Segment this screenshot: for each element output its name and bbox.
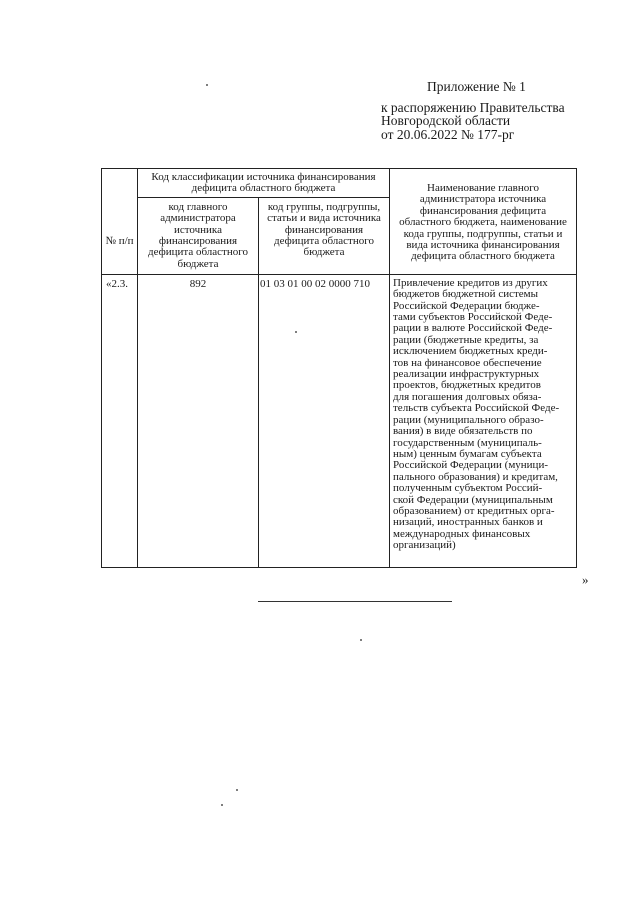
- row-name-line: пального образования) и кредитам,: [393, 470, 558, 483]
- classification-table: [101, 168, 577, 568]
- header-line-date: от 20.06.2022 № 177-рг: [381, 126, 515, 142]
- row-name-line: рации (муниципального образо-: [393, 413, 544, 426]
- row-name-line: вания) в виде обязательств по: [393, 425, 533, 438]
- table-row: [102, 274, 577, 567]
- row-name-line: бюджетов бюджетной системы: [393, 288, 539, 301]
- row-name-line: международных финансовых: [393, 527, 531, 540]
- scan-speck: [221, 804, 223, 806]
- row-name-line: рации в валюте Российской Феде-: [393, 322, 553, 335]
- appendix-title: Приложение № 1: [427, 79, 526, 94]
- header-line-order: к распоряжению Правительства: [381, 99, 565, 115]
- row-name-line: тами субъектов Российской Феде-: [393, 311, 553, 324]
- row-name-line: полученным субъектом Россий-: [393, 482, 543, 495]
- row-name-line: низаций, иностранных банков и: [393, 516, 543, 529]
- row-group-code: 01 03 01 00 02 0000 710: [259, 274, 390, 567]
- row-name-lines: [393, 278, 573, 552]
- header-classification-code: Код классификации источника финансирования дефицита областного бюджета: [138, 169, 390, 198]
- row-name-line: организаций): [393, 539, 456, 552]
- row-name-line: тов на финансовое обеспечение: [393, 356, 542, 369]
- header-group-code: код группы, подгруппы, статьи и вида источника финансирования дефицита областного бюджета: [259, 197, 390, 274]
- scan-speck: [295, 331, 297, 333]
- row-name-line: исключением бюджетных креди-: [393, 345, 548, 358]
- row-name-line: ской Федерации (муниципальным: [393, 493, 553, 506]
- scan-speck: [206, 84, 208, 86]
- row-name-line: Российской Федерации бюдже-: [393, 299, 540, 312]
- row-name-line: образованием) от кредитных орга-: [393, 504, 555, 517]
- appendix-header: [381, 80, 631, 141]
- scan-speck: [360, 639, 362, 641]
- header-number: № п/п: [102, 169, 138, 275]
- row-name-line: ным) ценным бумагам субъекта: [393, 447, 542, 460]
- row-number: «2.3.: [102, 274, 138, 567]
- row-name: [390, 274, 577, 567]
- row-name-line: проектов, бюджетных кредитов: [393, 379, 541, 392]
- row-name-line: Привлечение кредитов из других: [393, 276, 548, 289]
- scan-speck: [236, 789, 238, 791]
- row-name-line: государственным (муниципаль-: [393, 436, 542, 449]
- header-line-region: Новгородской области: [381, 113, 511, 128]
- closing-quote: »: [582, 572, 589, 587]
- row-name-line: реализации инфраструктурных: [393, 368, 540, 381]
- header-admin-code: код главного администратора источника финансирования дефицита областного бюджета: [138, 197, 259, 274]
- bottom-divider: [258, 601, 452, 602]
- row-name-line: Российской Федерации (муници-: [393, 459, 548, 472]
- row-admin-code: 892: [138, 274, 259, 567]
- row-name-line: рации (бюджетные кредиты, за: [393, 333, 539, 346]
- header-name: Наименование главного администратора источника финансирования дефицита областного бюджета, наименование кода группы, подгруппы, статьи и вида источника финансирования дефицита областного бюджета: [390, 169, 577, 275]
- row-name-line: тельств субъекта Российской Феде-: [393, 402, 560, 415]
- row-name-line: для погашения долговых обяза-: [393, 390, 542, 403]
